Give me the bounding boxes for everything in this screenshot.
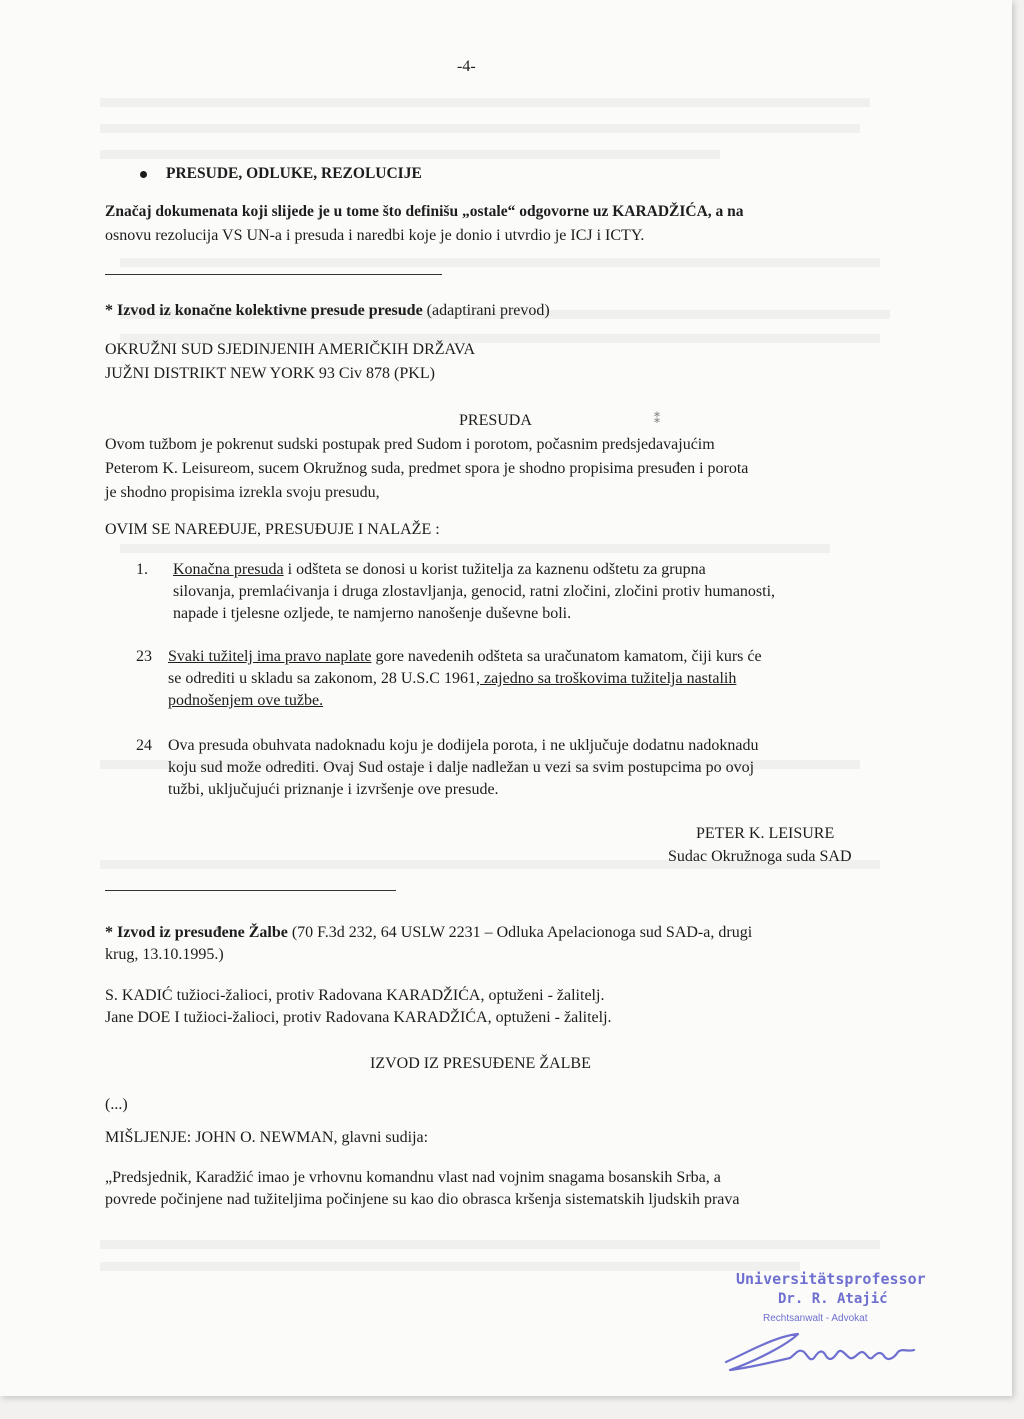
divider-rule: [105, 890, 396, 891]
bullet-icon: [140, 171, 147, 178]
item-number: 24: [136, 737, 152, 754]
excerpt2-title: * Izvod iz presuđene Žalbe (70 F.3d 232, 64 USLW 2231 – Odluka Apelacionoga sud SAD-a, drugi: [105, 924, 753, 941]
item-1-line-1: [173, 559, 706, 581]
bleed-through-line: [120, 258, 880, 267]
judgment-body-line-3: je shodno propisima izrekla svoju presudu,: [105, 484, 380, 501]
stamp-line-3: Rechtsanwalt - Advokat: [763, 1313, 868, 1324]
item-24-line-2: koju sud može odrediti. Ovaj Sud ostaje i dalje nadležan u vezi sa svim postupcima po ovoj: [168, 759, 755, 776]
item-1-line-3: napade i tjelesne ozljede, te namjerno nanošenje duševne boli.: [173, 605, 572, 622]
item-1-line-2: silovanja, premlaćivanja i druga zlostavljanja, genocid, ratni zločini, zločini protiv humanosti,: [173, 583, 776, 600]
judgment-body-line-2: Peterom K. Leisureom, sucem Okružnog suda, predmet spora je shodno propisima presuđen i porota: [105, 460, 749, 477]
item-1-underlined: Konačna presuda: [173, 561, 284, 578]
excerpt2-title-line-2: krug, 13.10.1995.): [105, 946, 224, 963]
item-number: 1.: [136, 561, 148, 578]
excerpt1-title: [105, 300, 550, 322]
judgment-heading: PRESUDA: [459, 412, 532, 429]
stamp-line-1: Universitätsprofessor: [736, 1270, 926, 1288]
quote-line-2: povrede počinjene nad tužiteljima počinjene su kao dio obrasca kršenja sistematskih ljudskih prava: [105, 1191, 740, 1208]
excerpt2-title-rest: (70 F.3d 232, 64 USLW 2231 – Odluka Apelacionoga sud SAD-a, drugi: [287, 924, 753, 941]
item-23-line-2-plain: se odrediti u skladu sa zakonom, 28 U.S.C 1961: [168, 670, 476, 687]
excerpt2-title-bold: Izvod iz presuđene Žalbe: [117, 924, 288, 941]
opinion-line: MIŠLJENJE: JOHN O. NEWMAN, glavni sudija:: [105, 1129, 429, 1146]
stamp-line-2: Dr. R. Atajić: [778, 1291, 888, 1307]
item-23-line-3: podnošenjem ove tužbe.: [168, 692, 324, 709]
bleed-through-line: [120, 544, 830, 553]
item-23-line-1: [168, 646, 762, 668]
divider-rule: [105, 274, 442, 275]
party-line-2: Jane DOE I tužioci-žalioci, protiv Radovana KARADŽIĆA, optuženi - žalitelj.: [105, 1009, 612, 1026]
bleed-through-line: [100, 98, 870, 107]
item-24-line-3: tužbi, uključujući priznanje i izvršenje ove presude.: [168, 781, 499, 798]
excerpt1-title-bold: * Izvod iz konačne kolektivne presude presude: [105, 302, 423, 319]
section-heading: PRESUDE, ODLUKE, REZOLUCIJE: [166, 165, 422, 182]
handwritten-signature: [718, 1318, 928, 1380]
ellipsis: (...): [105, 1096, 128, 1113]
party-line-1: S. KADIĆ tužioci-žalioci, protiv Radovana KARADŽIĆA, optuženi - žalitelj.: [105, 987, 605, 1004]
court-district: JUŽNI DISTRIKT NEW YORK 93 Civ 878 (PKL): [105, 365, 435, 382]
scan-mark-icon: ⁑: [654, 412, 660, 426]
order-heading: OVIM SE NAREĐUJE, PRESUĐUJE I NALAŽE :: [105, 521, 440, 538]
item-23-line-2: [168, 668, 736, 690]
item-23-underlined: Svaki tužitelj ima pravo naplate: [168, 648, 372, 665]
appeal-heading: IZVOD IZ PRESUĐENE ŽALBE: [370, 1055, 591, 1072]
judgment-body-line-1: Ovom tužbom je pokrenut sudski postupak pred Sudom i porotom, počasnim predsjedavajućim: [105, 436, 715, 453]
intro-line-2: osnovu rezolucija VS UN-a i presuda i naredbi koje je donio i utvrdio je ICJ i ICTY.: [105, 227, 645, 244]
bleed-through-line: [100, 1262, 800, 1271]
item-1-line-1-rest: i odšteta se donosi u korist tužitelja za kaznenu odštetu za grupna: [283, 561, 706, 578]
court-name: OKRUŽNI SUD SJEDINJENIH AMERIČKIH DRŽAVA: [105, 341, 476, 358]
intro-line-1: Značaj dokumenata koji slijede je u tome što definišu „ostale“ odgovorne uz KARADŽIĆA, a na: [105, 203, 744, 220]
bleed-through-line: [100, 124, 860, 133]
item-24-line-1: Ova presuda obuhvata nadoknadu koju je dodijela porota, i ne uključuje dodatnu nadoknadu: [168, 737, 759, 754]
judge-title: Sudac Okružnoga suda SAD: [668, 848, 852, 865]
item-23-line-2-underlined: , zajedno sa troškovima tužitelja nastalih: [475, 670, 737, 687]
judge-name: PETER K. LEISURE: [696, 825, 835, 842]
item-number: 23: [136, 648, 152, 665]
bleed-through-line: [100, 1240, 880, 1249]
bleed-through-line: [100, 150, 720, 159]
quote-line-1: „Predsjednik, Karadžić imao je vrhovnu komandnu vlast nad vojnim snagama bosanskih Srba, a: [105, 1169, 721, 1186]
item-23-line-1-rest: gore navedenih odšteta sa uračunatom kamatom, čiji kurs će: [371, 648, 762, 665]
excerpt1-title-note: (adaptirani prevod): [426, 302, 550, 319]
page-number: -4-: [457, 58, 476, 75]
